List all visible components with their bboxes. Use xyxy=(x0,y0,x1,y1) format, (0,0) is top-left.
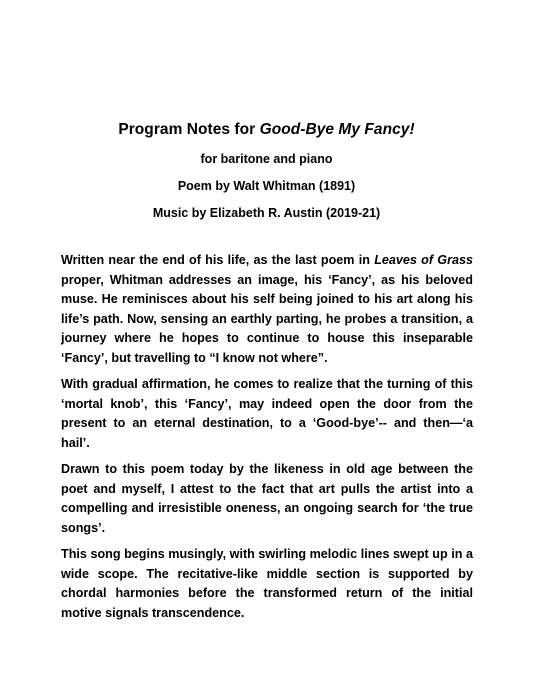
paragraph-2: With gradual affirmation, he comes to realize that the turning of this ‘mortal knob’, this ‘Fancy’, may indeed open the door from the present to an eternal destination, to a ‘Good-bye’-- and then—‘a hail’. xyxy=(61,377,473,450)
title-italic: Good-Bye My Fancy! xyxy=(259,121,415,138)
paragraph-1-text-b: proper, Whitman addresses an image, his ‘Fancy’, as his beloved muse. He reminisces about his self being joined to his art along his life’s path. Now, sensing an earthly parting, he probes a transition, a journey where he hopes to continue to house this inseparable ‘Fancy’, but travelling to “I know not where”. xyxy=(61,272,473,365)
paragraph-4: This song begins musingly, with swirling melodic lines swept up in a wide scope. The recitative-like middle section is supported by chordal harmonies before the transformed return of the initial motive signals transcendence. xyxy=(61,547,473,620)
paragraph-1-italic: Leaves of Grass xyxy=(374,253,473,267)
subtitle-instrumentation: for baritone and piano xyxy=(200,152,333,166)
paragraph-1-text-a: Written near the end of his life, as the last poem in xyxy=(61,253,375,267)
paragraph-1 xyxy=(61,251,473,368)
subtitle-music-credit: Music by Elizabeth R. Austin (2019-21) xyxy=(152,206,381,220)
title-prefix: Program Notes for xyxy=(118,121,260,138)
paragraph-3: Drawn to this poem today by the likeness in old age between the poet and myself, I attest to the fact that art pulls the artist into a compelling and irresistible oneness, an ongoing search for ‘the true songs’. xyxy=(61,462,473,535)
page-title xyxy=(0,121,533,139)
program-notes-body xyxy=(61,251,473,623)
subtitle-poem-credit: Poem by Walt Whitman (1891) xyxy=(177,179,356,193)
